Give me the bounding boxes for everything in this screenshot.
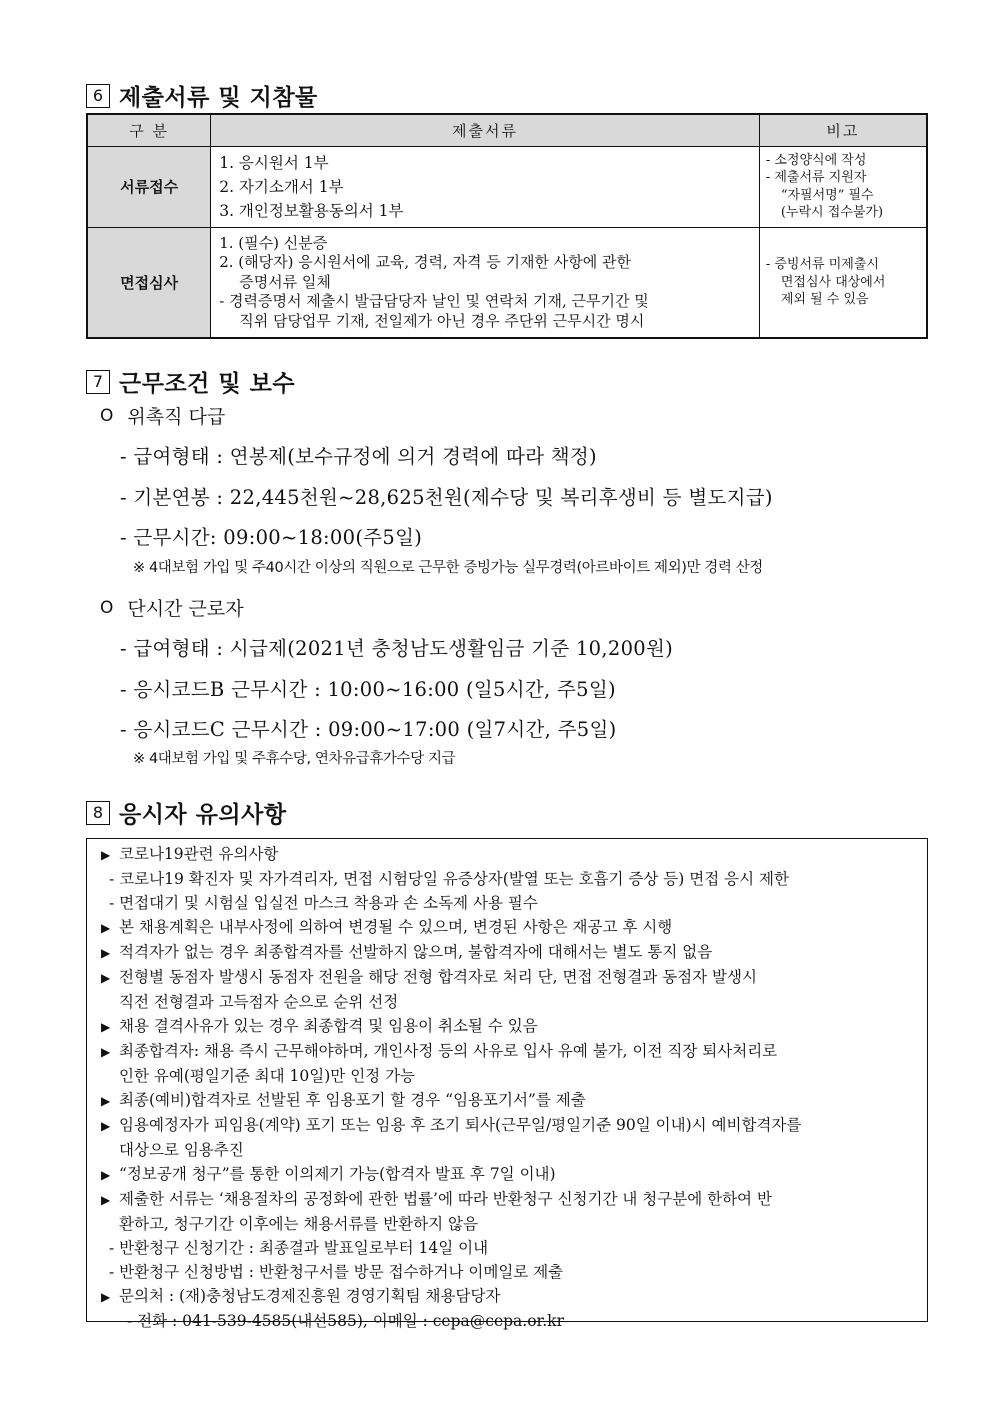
notice-line — [101, 940, 919, 965]
notice-line — [101, 965, 919, 990]
row-items — [211, 146, 760, 227]
notice-line — [101, 1187, 919, 1212]
triangle-right-icon: ▶ — [101, 1168, 111, 1182]
section-6-heading — [86, 79, 318, 112]
notice-line — [101, 1162, 919, 1187]
notice-text: 인한 유예(평일기준 최대 10일)만 인정 가능 — [119, 1067, 416, 1085]
row-category: 면접심사 — [87, 227, 211, 338]
notice-line — [101, 1064, 919, 1088]
list-item: - 경력증명서 제출시 발급담당자 날인 및 연락처 기재, 근무기간 및 — [219, 292, 649, 310]
notice-line — [101, 1212, 919, 1236]
notice-line — [101, 1236, 919, 1260]
notice-text: 최종합격자: 채용 즉시 근무해야하며, 개인사정 등의 사유로 입사 유예 불가, 이전 직장 퇴사처리로 — [119, 1042, 778, 1060]
circle-bullet-icon: O — [100, 405, 114, 426]
list-item: 2. 자기소개서 1부 — [219, 177, 344, 196]
insurance-note: ※ 4대보험 가입 및 주휴수당, 연차유급휴가수당 지급 — [133, 751, 456, 767]
notice-text: 문의처 : (재)충청남도경제진흥원 경영기획팀 채용담당자 — [119, 1287, 501, 1305]
notice-line — [101, 1260, 919, 1284]
note-line: 면접심사 대상에서 — [780, 274, 886, 290]
triangle-right-icon: ▶ — [101, 1045, 111, 1059]
notice-line — [101, 1014, 919, 1039]
triangle-right-icon: ▶ — [101, 946, 111, 960]
group-heading-parttime — [100, 594, 244, 621]
salary-type-line: - 급여형태 : 연봉제(보수규정에 의거 경력에 따라 책정) — [120, 445, 597, 468]
notice-text: 임용예정자가 피임용(계약) 포기 또는 임용 후 조기 퇴사(근무일/평일기준 90일 이내)시 예비합격자를 — [119, 1116, 802, 1134]
section-title: 응시자 유의사항 — [119, 802, 287, 828]
work-hours-line: - 근무시간: 09:00~18:00(주5일) — [120, 526, 423, 549]
notice-line — [101, 1088, 919, 1113]
triangle-right-icon: ▶ — [101, 1119, 111, 1133]
notice-text: 대상으로 임용추진 — [119, 1141, 244, 1159]
notice-text: 전형별 동점자 발생시 동점자 전원을 해당 전형 합격자로 처리 단, 면접 전형결과 동점자 발생시 — [119, 968, 757, 986]
column-header: 비고 — [759, 114, 927, 146]
documents-table — [86, 113, 928, 339]
note-line: (누락시 접수불가) — [780, 205, 884, 220]
base-salary-line: - 기본연봉 : 22,445천원~28,625천원(제수당 및 복리후생비 등 별도지급) — [120, 486, 773, 509]
triangle-right-icon: ▶ — [101, 1094, 111, 1108]
table-header-row — [87, 114, 927, 146]
notice-text: - 코로나19 확진자 및 자가격리자, 면접 시험당일 유증상자(발열 또는 호흡기 증상 등) 면접 응시 제한 — [109, 870, 789, 888]
notice-line — [101, 990, 919, 1014]
group-title: 단시간 근로자 — [127, 598, 244, 620]
notice-text: - 면접대기 및 시험실 입실전 마스크 착용과 손 소독제 사용 필수 — [109, 894, 538, 912]
section-number: 8 — [86, 801, 110, 825]
row-note — [759, 146, 927, 227]
circle-bullet-icon: O — [100, 597, 114, 618]
notice-text: 적격자가 없는 경우 최종합격자를 선발하지 않으며, 불합격자에 대해서는 별도 통지 없음 — [119, 943, 713, 961]
table-row — [87, 227, 927, 338]
section-title: 제출서류 및 지참물 — [119, 85, 318, 111]
list-item: 3. 개인정보활용동의서 1부 — [219, 201, 404, 220]
triangle-right-icon: ▶ — [101, 848, 111, 862]
notice-line — [101, 1113, 919, 1138]
notice-text: “정보공개 청구”를 통한 이의제기 가능(합격자 발표 후 7일 이내) — [119, 1165, 556, 1183]
section-number: 6 — [86, 84, 110, 108]
code-b-hours-line: - 응시코드B 근무시간 : 10:00~16:00 (일5시간, 주5일) — [120, 678, 616, 701]
list-item: 1. 응시원서 1부 — [219, 153, 329, 172]
notice-text: 코로나19관련 유의사항 — [119, 845, 279, 863]
table-row — [87, 146, 927, 227]
salary-type-line: - 급여형태 : 시급제(2021년 충청남도생활임금 기준 10,200원) — [120, 637, 674, 660]
notice-line — [101, 1284, 919, 1309]
list-item: 증명서류 일체 — [239, 272, 331, 291]
notice-line — [101, 1039, 919, 1064]
experience-note: ※ 4대보험 가입 및 주40시간 이상의 직원으로 근무한 증빙가능 실무경력(아르바이트 제외)만 경력 산정 — [133, 560, 763, 576]
list-item: 직위 담당업무 기재, 전일제가 아닌 경우 주단위 근무시간 명시 — [239, 311, 645, 330]
note-line: 제외 될 수 있음 — [780, 292, 869, 307]
notice-text: 채용 결격사유가 있는 경우 최종합격 및 임용이 취소될 수 있음 — [119, 1017, 538, 1035]
group-heading-contract — [100, 402, 225, 429]
notice-line — [101, 891, 919, 915]
column-header: 구 분 — [87, 114, 211, 146]
notice-line — [101, 1138, 919, 1162]
notice-text: 제출한 서류는 ‘채용절차의 공정화에 관한 법률’에 따라 반환청구 신청기간 내 청구분에 한하여 반 — [119, 1190, 772, 1208]
row-items — [211, 227, 760, 338]
row-note — [759, 227, 927, 338]
list-item: 2. (해당자) 응시원서에 교육, 경력, 자격 등 기재한 사항에 관한 — [219, 253, 631, 271]
note-line: - 증빙서류 미제출시 — [765, 257, 879, 272]
notice-text: - 전화 : 041-539-4585(내선585), 이메일 : cepa@cepa.or.kr — [127, 1312, 564, 1330]
applicant-notice-box — [86, 838, 928, 1330]
triangle-right-icon: ▶ — [101, 1193, 111, 1207]
notice-text: 본 채용계획은 내부사정에 의하여 변경될 수 있으며, 변경된 사항은 재공고 후 시행 — [119, 918, 673, 936]
notice-text: 직전 전형결과 고득점자 순으로 순위 선정 — [119, 993, 399, 1011]
section-7-heading — [86, 365, 295, 398]
list-item: 1. (필수) 신분증 — [219, 233, 328, 252]
notice-line — [101, 867, 919, 891]
group-title: 위촉직 다급 — [127, 406, 226, 428]
section-8-heading — [86, 796, 287, 829]
note-line: “자필서명” 필수 — [780, 187, 874, 203]
triangle-right-icon: ▶ — [101, 921, 111, 935]
code-c-hours-line: - 응시코드C 근무시간 : 09:00~17:00 (일7시간, 주5일) — [120, 718, 617, 741]
notice-line — [101, 1309, 919, 1333]
notice-text: 환하고, 청구기간 이후에는 채용서류를 반환하지 않음 — [119, 1215, 478, 1233]
notice-text: - 반환청구 신청방법 : 반환청구서를 방문 접수하거나 이메일로 제출 — [109, 1263, 564, 1281]
triangle-right-icon: ▶ — [101, 1020, 111, 1034]
row-category: 서류접수 — [87, 146, 211, 227]
notice-text: - 반환청구 신청기간 : 최종결과 발표일로부터 14일 이내 — [109, 1239, 489, 1257]
notice-text: 최종(예비)합격자로 선발된 후 임용포기 할 경우 “임용포기서”를 제출 — [119, 1091, 586, 1109]
triangle-right-icon: ▶ — [101, 1290, 111, 1304]
triangle-right-icon: ▶ — [101, 971, 111, 985]
notice-line — [101, 915, 919, 940]
note-line: - 제출서류 지원자 — [765, 170, 867, 185]
section-title: 근무조건 및 보수 — [119, 371, 296, 397]
column-header: 제출서류 — [211, 114, 760, 146]
note-line: - 소정양식에 작성 — [765, 152, 867, 168]
notice-line — [101, 842, 919, 867]
section-number: 7 — [86, 370, 110, 394]
